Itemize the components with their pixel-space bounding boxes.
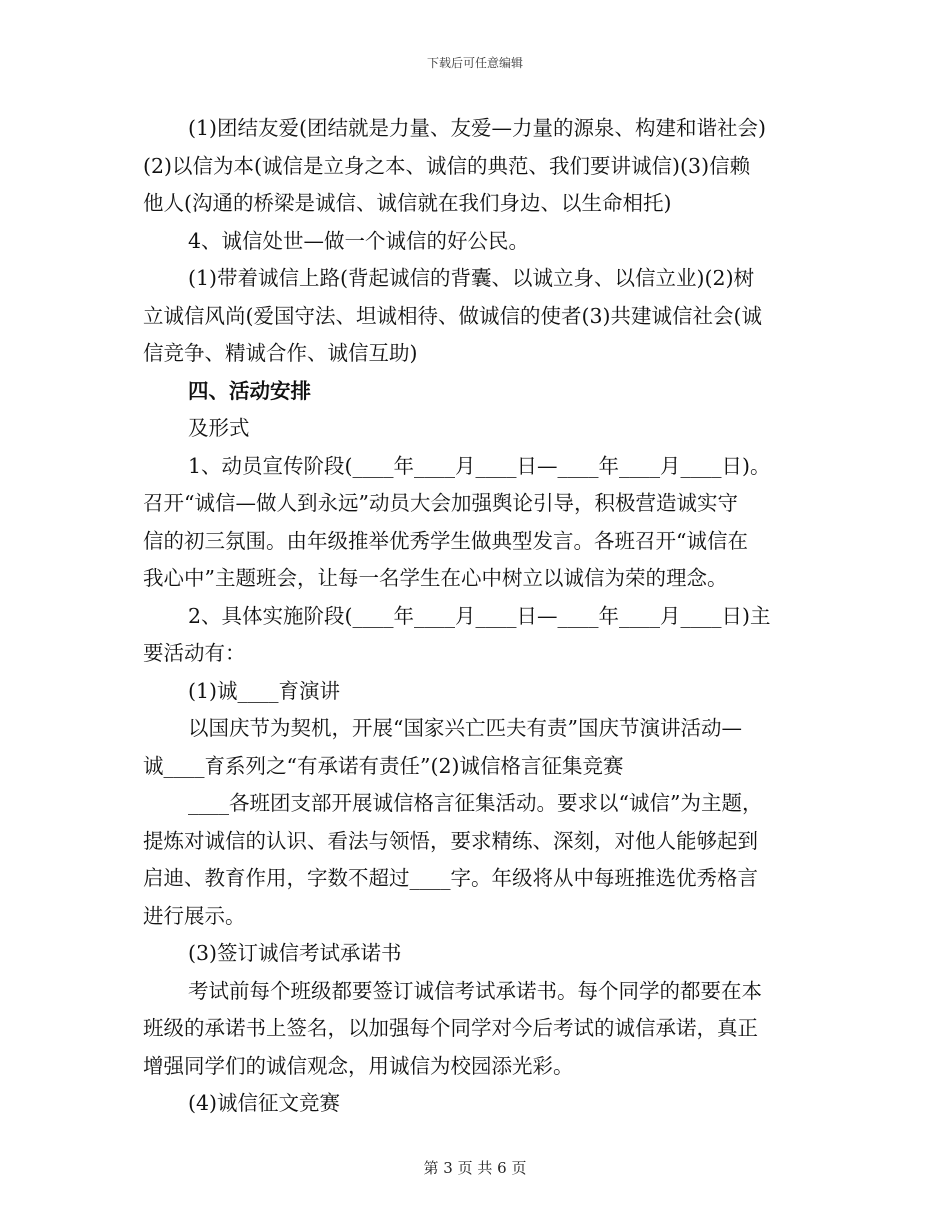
document-body [143,110,807,1123]
text-line: (1)带着诚信上路(背起诚信的背囊、以诚立身、以信立业)(2)树 [188,266,755,290]
text-line: 召开“诚信—做人到永远”动员大会加强舆论引导，积极营造诚实守 [143,491,738,515]
text-line: 2、具体实施阶段(____年____月____日—____年____月____日)主 [188,603,771,628]
text-line: (3)签订诚信考试承诺书 [188,941,402,965]
page-footer: 第 3 页 共 6 页 [423,1159,527,1177]
text-line: 立诚信风尚(爱国守法、坦诚相待、做诚信的使者(3)共建诚信社会(诚 [143,303,763,328]
section-heading: 四、活动安排 [188,378,311,403]
text-line: 启迪、教育作用，字数不超过____字。年级将从中每班推选优秀格言 [143,866,758,890]
text-line: (2)以信为本(诚信是立身之本、诚信的典范、我们要讲诚信)(3)信赖 [143,153,751,178]
text-line: 信竞争、精诚合作、诚信互助) [143,341,418,365]
text-line: ____各班团支部开展诚信格言征集活动。要求以“诚信”为主题， [188,791,763,815]
text-line: (1)团结友爱(团结就是力量、友爱—力量的源泉、构建和谐社会) [188,116,767,140]
page-header: 下载后可任意编辑 [426,56,523,70]
text-line: 进行展示。 [143,903,246,928]
text-line: 提炼对诚信的认识、看法与领悟，要求精练、深刻，对他人能够起到 [143,828,758,853]
text-line: 他人(沟通的桥梁是诚信、诚信就在我们身边、以生命相托) [143,191,672,215]
text-line: (4)诚信征文竞赛 [188,1091,341,1115]
text-line: 信的初三氛围。由年级推举优秀学生做典型发言。各班召开“诚信在 [143,528,748,553]
text-line: 以国庆节为契机，开展“国家兴亡匹夫有责”国庆节演讲活动— [188,716,742,740]
text-line: 1、动员宣传阶段(____年____月____日—____年____月____日)。 [188,453,771,478]
text-line: 考试前每个班级都要签订诚信考试承诺书。每个同学的都要在本 [188,978,762,1003]
text-line: 及形式 [188,416,250,440]
text-line: (1)诚____育演讲 [188,678,341,703]
text-line: 我心中”主题班会，让每一名学生在心中树立以诚信为荣的理念。 [143,566,728,590]
text-line: 班级的承诺书上签名，以加强每个同学对今后考试的诚信承诺，真正 [143,1016,758,1040]
text-line: 4、诚信处世—做一个诚信的好公民。 [188,228,530,253]
text-line: 增强同学们的诚信观念，用诚信为校园添光彩。 [143,1053,574,1078]
text-line: 要活动有： [143,641,246,665]
text-line: 诚____育系列之“有承诺有责任”(2)诚信格言征集竞赛 [143,753,624,778]
